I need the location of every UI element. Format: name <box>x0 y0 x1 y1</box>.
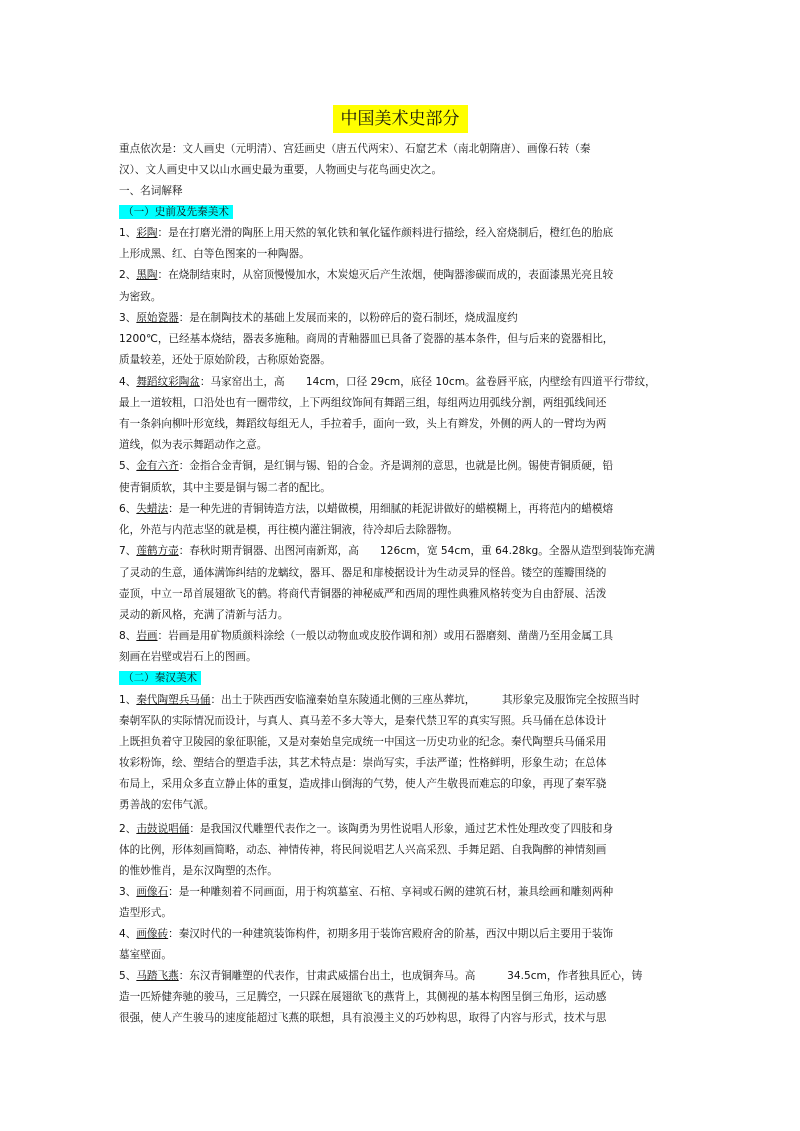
entry-first-line <box>119 459 613 474</box>
entry-text: ：出土于陕西西安临潼秦始皇东陵通北侧的三座丛葬坑， 其形象完及服饰完全按照当时 <box>210 694 640 706</box>
entry-term: 岩画 <box>136 630 158 642</box>
entry-first-line <box>119 629 613 644</box>
entry-line: 墓室壁面。 <box>119 949 172 961</box>
entry-term: 莲鹤方壶 <box>136 545 179 557</box>
page-title: 中国美术史部分 <box>333 105 468 133</box>
section-heading: 一、名词解释 <box>119 185 183 197</box>
entry-term: 彩陶 <box>136 227 158 239</box>
entry-line: 秦朝军队的实际情况而设计，与真人、真马差不多大等大，是秦代禁卫军的真实写照。兵马俑在总体设计 <box>119 715 607 727</box>
entry-text: ：岩画是用矿物质颜料涂绘（一般以动物血或皮胶作调和剂）或用石器磨刻、凿凿乃至用金属工具 <box>157 630 614 642</box>
entry-number: 8、 <box>119 630 137 642</box>
entry-first-line <box>119 311 518 326</box>
entry-term: 原始瓷器 <box>136 312 179 324</box>
entry-line: 的惟妙惟肖，是东汉陶塑的杰作。 <box>119 865 278 877</box>
entry-number: 2、 <box>119 269 137 281</box>
entry-first-line <box>119 885 613 900</box>
entry-first-line <box>119 927 613 942</box>
entry-line: 妆彩粉饰，绘、塑结合的塑造手法，其艺术特点是：崇尚写实，手法严谨；性格鲜明，形象生动；在总体 <box>119 757 607 769</box>
entry-number: 4、 <box>119 928 137 940</box>
entry-text: ：是一种雕刻着不同画面，用于构筑墓室、石棺、享祠或石阙的建筑石材，兼具绘画和雕刻两种 <box>168 886 614 898</box>
subsection-heading <box>119 671 201 686</box>
entry-line: 最上一道较粗，口沿处也有一圈带纹，上下两组纹饰间有舞蹈三组，每组两边用弧线分割，两组弧线间还 <box>119 397 607 409</box>
entry-line: 道线，似为表示舞蹈动作之意。 <box>119 439 268 451</box>
entry-line: 刻画在岩壁或岩石上的图画。 <box>119 651 257 663</box>
entry-first-line <box>119 544 655 559</box>
entry-line: 勇善战的宏伟气派。 <box>119 799 215 811</box>
entry-line: 1200℃，已经基本烧结，器表多施釉。商周的青釉器皿已具备了瓷器的基本条件，但与后来的瓷器相比， <box>119 333 614 345</box>
entry-text: ：金指合金青铜，是红铜与锡、铅的合金。齐是调剂的意思，也就是比例。锡使青铜质硬，铅 <box>178 460 614 472</box>
entry-term: 失蜡法 <box>136 503 169 515</box>
entry-term: 舞蹈纹彩陶盆 <box>136 376 200 388</box>
entry-line: 质量较差，还处于原始阶段，古称原始瓷器。 <box>119 354 331 366</box>
subsection-highlight: （二）秦汉美术 <box>119 671 201 685</box>
entry-line: 化，外范与内范志坚的就是模，再往模内灌注铜液，待冷却后去除器物。 <box>119 524 458 536</box>
entry-first-line <box>119 268 613 283</box>
entry-text: ：在烧制结束时，从窑顶慢慢加水，木炭熄灭后产生浓烟，使陶器渗碳而成的，表面漆黑光亮且较 <box>157 269 614 281</box>
entry-line: 壶顶，中立一昂首展翅欲飞的鹤。将商代青铜器的神秘威严和西周的理性典雅风格转变为自由舒展、活泼 <box>119 588 607 600</box>
entry-line: 体的比例，形体刻画简略，动态、神情传神，将民间说唱艺人兴高采烈、手舞足蹈、自我陶醉的神情刻画 <box>119 844 607 856</box>
intro-line: 汉）、文人画史中又以山水画史最为重要，人物画史与花鸟画史次之。 <box>119 164 443 176</box>
entry-number: 5、 <box>119 460 137 472</box>
entry-number: 6、 <box>119 503 137 515</box>
subsection-heading <box>119 205 233 220</box>
entry-line: 为密致。 <box>119 291 162 303</box>
entry-line: 上既担负着守卫陵园的象征职能，又是对秦始皇完成统一中国这一历史功业的纪念。秦代陶塑兵马俑采用 <box>119 736 607 748</box>
entry-line: 造型形式。 <box>119 907 172 919</box>
entry-term: 画像砖 <box>136 928 169 940</box>
entry-number: 4、 <box>119 376 137 388</box>
entry-text: ：是在打磨光滑的陶胚上用天然的氧化铁和氧化锰作颜料进行描绘，经入窑烧制后，橙红色的胎底 <box>157 227 614 239</box>
entry-line: 上形成黑、红、白等色图案的一种陶器。 <box>119 248 310 260</box>
entry-number: 3、 <box>119 312 137 324</box>
entry-number: 2、 <box>119 823 137 835</box>
entry-term: 画像石 <box>136 886 169 898</box>
entry-first-line <box>119 969 642 984</box>
entry-term: 秦代陶塑兵马俑 <box>136 694 211 706</box>
entry-number: 1、 <box>119 227 137 239</box>
subsection-highlight: （一）史前及先秦美术 <box>119 205 233 219</box>
entry-line: 造一匹矫健奔驰的骏马，三足腾空，一只踩在展翅欲飞的燕背上，其侧视的基本构图呈倒三角形，运动感 <box>119 991 607 1003</box>
entry-first-line <box>119 375 656 390</box>
entry-text: ：是我国汉代雕塑代表作之一。该陶勇为男性说唱人形象，通过艺术性处理改变了四肢和身 <box>189 823 614 835</box>
entry-number: 7、 <box>119 545 137 557</box>
entry-term: 击鼓说唱俑 <box>136 823 190 835</box>
entry-line: 有一条斜向柳叶形宽线，舞蹈纹每组无人，手拉着手，面向一致，头上有辫发，外侧的两人的一臂均为两 <box>119 418 607 430</box>
entry-first-line <box>119 822 613 837</box>
entry-text: ：春秋时期青铜器、出图河南新郑，高 126cm，宽 54cm，重 64.28kg。全器从造型到装饰充满 <box>178 545 655 557</box>
entry-text: ：东汉青铜雕塑的代表作，甘肃武威擂台出土，也成铜奔马。高 34.5cm，作者独具匠心，铸 <box>178 970 643 982</box>
entry-line: 了灵动的生意，通体满饰纠结的龙螭纹，器耳、器足和扉棱据设计为生动灵异的怪兽。镂空的莲瓣围绕的 <box>119 567 607 579</box>
entry-first-line <box>119 693 640 708</box>
entry-text: ：马家窑出土，高 14cm，口径 29cm，底径 10cm。盆卷唇平底，内壁绘有四道平行带纹， <box>199 376 656 388</box>
entry-text: ：秦汉时代的一种建筑装饰构件，初期多用于装饰宫殿府舍的阶基，西汉中期以后主要用于装饰 <box>168 928 614 940</box>
entry-term: 金有六齐 <box>136 460 179 472</box>
entry-line: 使青铜质软，其中主要是铜与锡二者的配比。 <box>119 482 331 494</box>
title-wrap <box>0 105 800 133</box>
entry-term: 黑陶 <box>136 269 158 281</box>
entry-text: ：是一种先进的青铜铸造方法，以蜡做模，用细腻的耗泥讲做好的蜡模糊上，再将范内的蜡模熔 <box>168 503 614 515</box>
entry-line: 布局上，采用众多直立静止体的重复，造成排山倒海的气势，使人产生敬畏而难忘的印象，再现了秦军骁 <box>119 778 607 790</box>
intro-line: 重点依次是：文人画史（元明清）、宫廷画史（唐五代两宋）、石窟艺术（南北朝隋唐）、画像石转（秦 <box>119 143 591 155</box>
entry-first-line <box>119 502 613 517</box>
entry-line: 灵动的新风格，充满了清新与活力。 <box>119 609 289 621</box>
entry-line: 很强，使人产生骏马的速度能超过飞燕的联想，具有浪漫主义的巧妙构思，取得了内容与形式，技术与思 <box>119 1012 607 1024</box>
entry-text: ：是在制陶技术的基础上发展而来的，以粉碎后的瓷石制坯，烧成温度约 <box>178 312 518 324</box>
entry-first-line <box>119 226 613 241</box>
entry-number: 1、 <box>119 694 137 706</box>
entry-number: 5、 <box>119 970 137 982</box>
entry-number: 3、 <box>119 886 137 898</box>
entry-term: 马踏飞燕 <box>136 970 179 982</box>
